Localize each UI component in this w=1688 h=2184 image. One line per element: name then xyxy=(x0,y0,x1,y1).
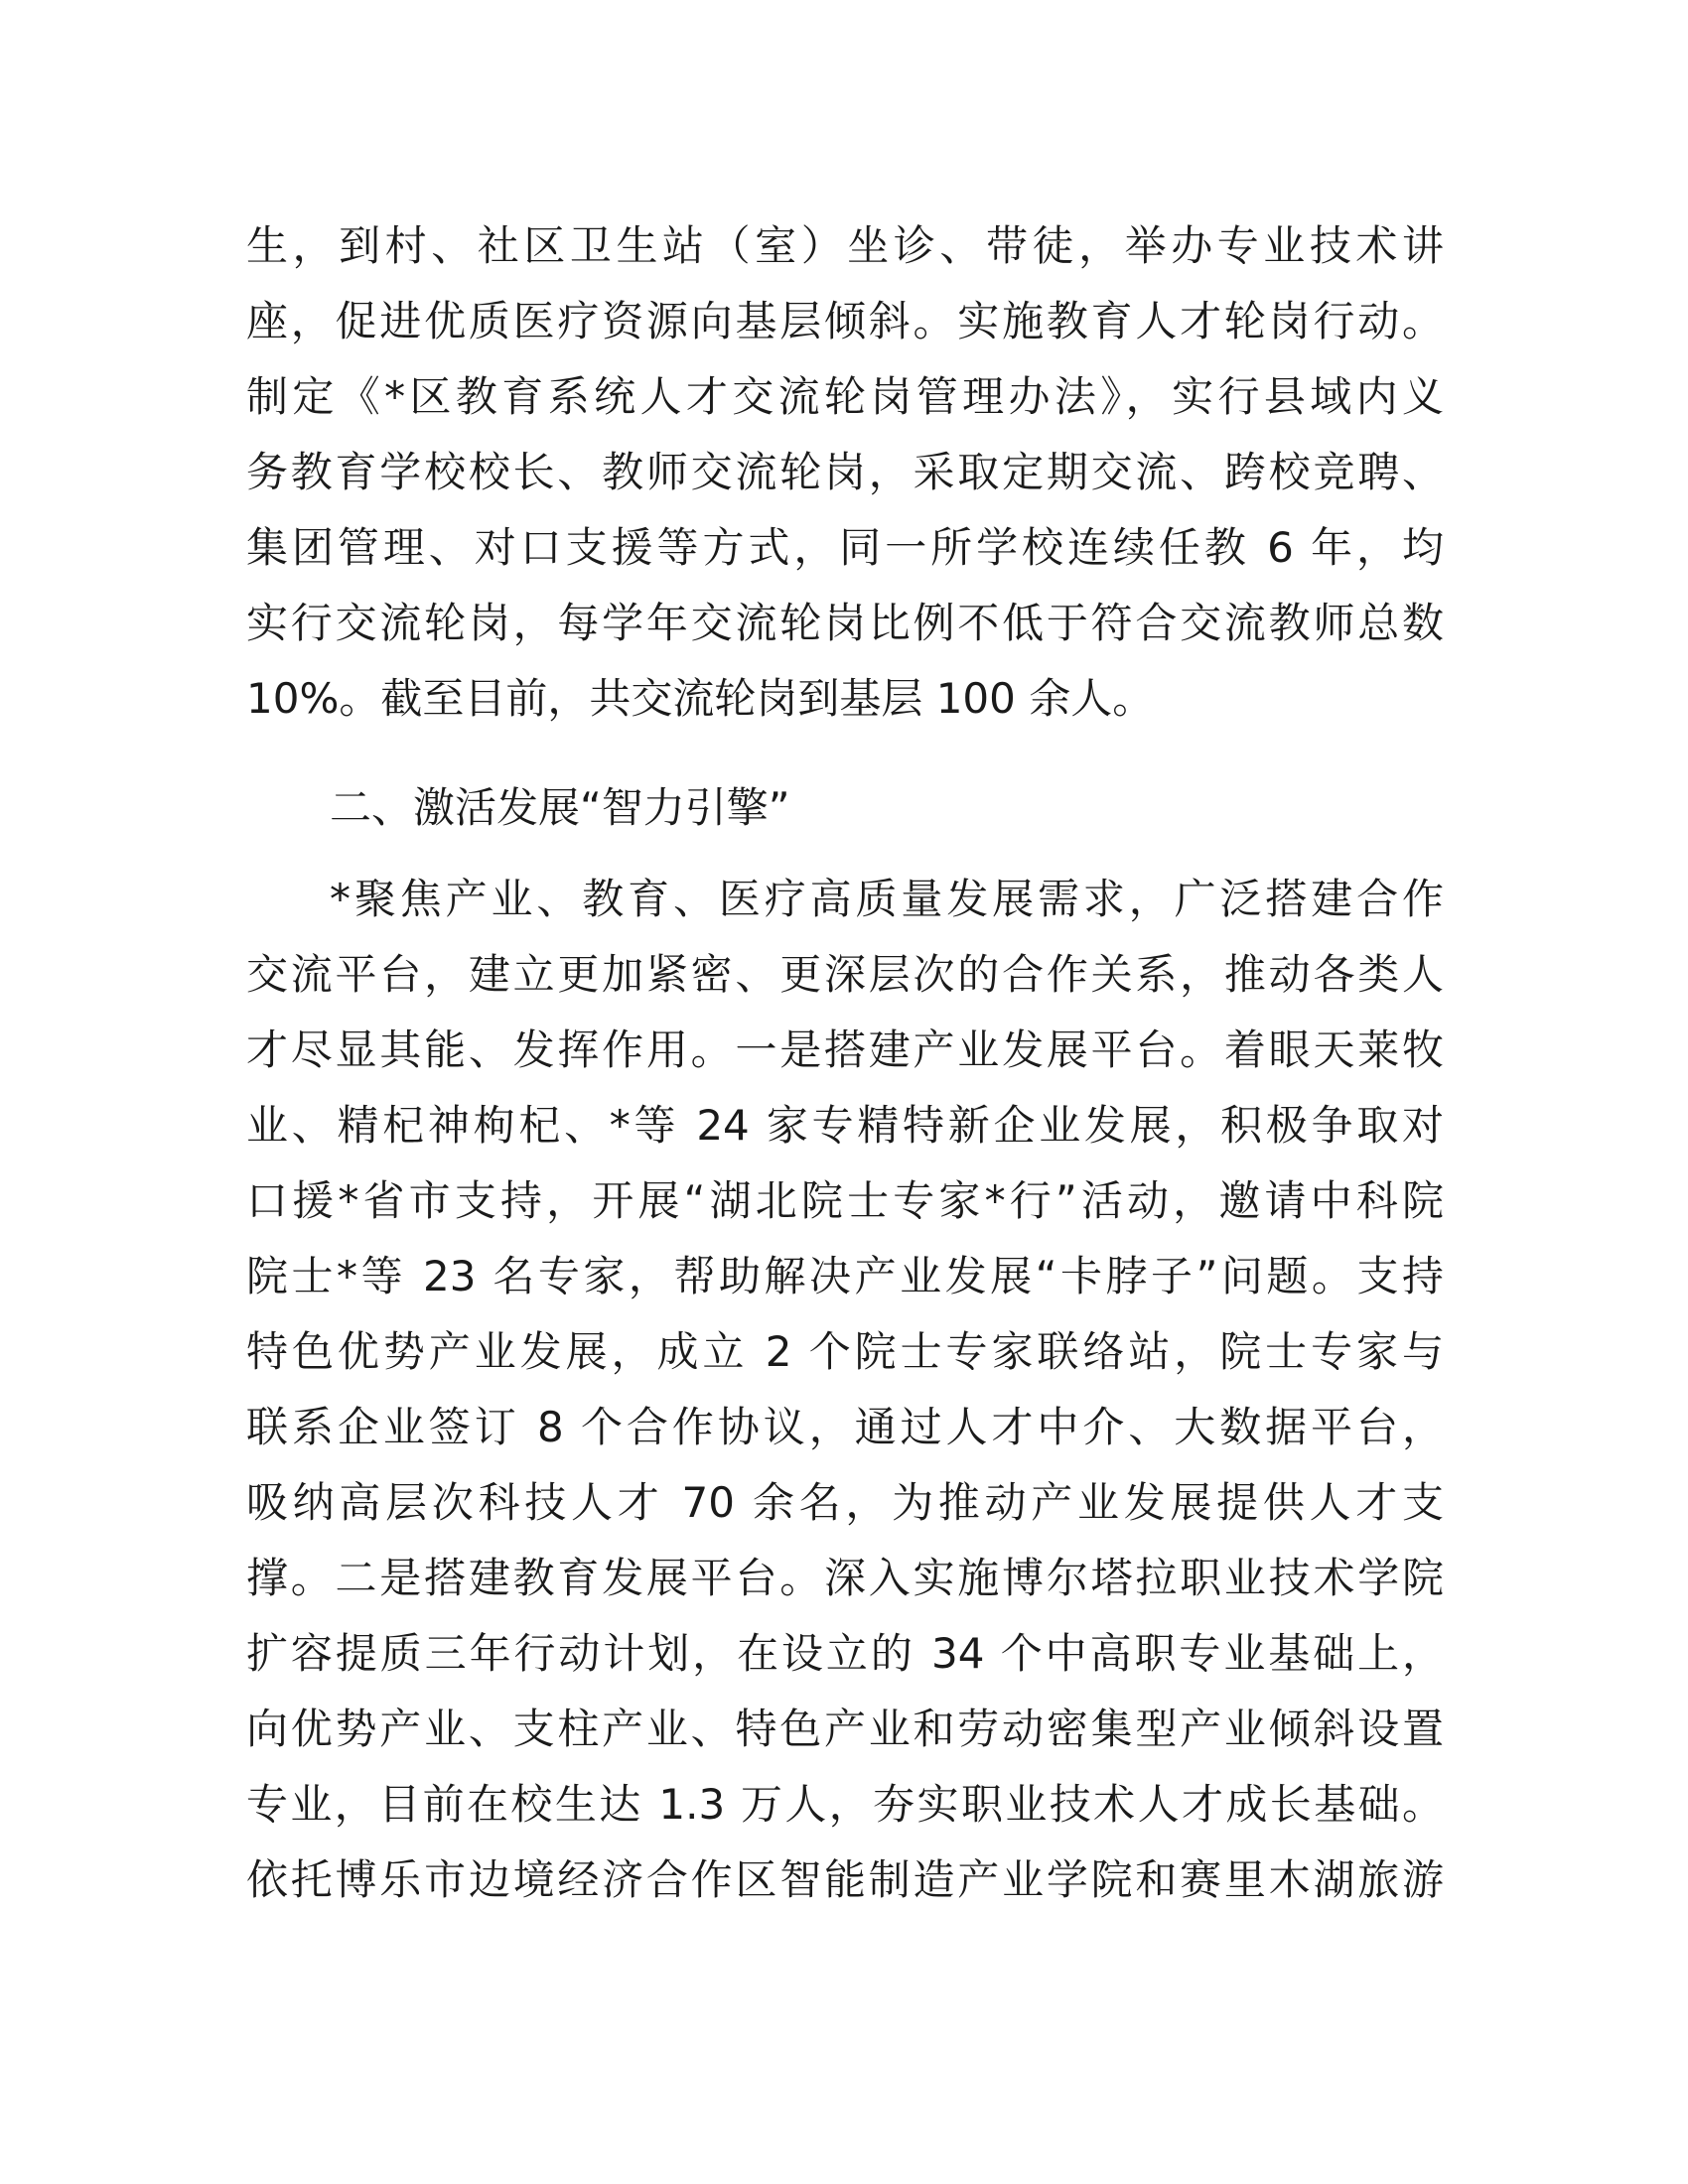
paragraph-line: 口援*省市支持，开展“湖北院士专家*行”活动，邀请中科院 xyxy=(246,1176,1444,1225)
paragraph-line: 才尽显其能、发挥作用。一是搭建产业发展平台。着眼天莱牧 xyxy=(246,1025,1444,1074)
paragraph-line: 务教育学校校长、教师交流轮岗，采取定期交流、跨校竞聘、 xyxy=(246,448,1444,496)
paragraph-line: 专业，目前在校生达 1.3 万人，夯实职业技术人才成长基础。 xyxy=(246,1780,1444,1829)
section-heading: 二、激活发展“智力引擎” xyxy=(330,783,790,832)
paragraph-line: 实行交流轮岗，每学年交流轮岗比例不低于符合交流教师总数 xyxy=(246,599,1444,647)
paragraph-line: 联系企业签订 8 个合作协议，通过人才中介、大数据平台， xyxy=(246,1403,1444,1451)
paragraph-line: 向优势产业、支柱产业、特色产业和劳动密集型产业倾斜设置 xyxy=(246,1705,1444,1753)
paragraph-line: 撑。二是搭建教育发展平台。深入实施博尔塔拉职业技术学院 xyxy=(246,1554,1444,1602)
paragraph-line: 交流平台，建立更加紧密、更深层次的合作关系，推动各类人 xyxy=(246,950,1444,999)
paragraph-line: 集团管理、对口支援等方式，同一所学校连续任教 6 年，均 xyxy=(246,523,1444,572)
paragraph-line: 座，促进优质医疗资源向基层倾斜。实施教育人才轮岗行动。 xyxy=(246,297,1444,345)
paragraph-line: 10%。截至目前，共交流轮岗到基层 100 余人。 xyxy=(246,674,1155,723)
paragraph-line: 吸纳高层次科技人才 70 余名，为推动产业发展提供人才支 xyxy=(246,1478,1444,1527)
paragraph-line: 院士*等 23 名专家，帮助解决产业发展“卡脖子”问题。支持 xyxy=(246,1252,1444,1300)
paragraph-line: 业、精杞神枸杞、*等 24 家专精特新企业发展，积极争取对 xyxy=(246,1101,1444,1150)
paragraph-line: 依托博乐市边境经济合作区智能制造产业学院和赛里木湖旅游 xyxy=(246,1855,1444,1904)
paragraph-line: *聚焦产业、教育、医疗高质量发展需求，广泛搭建合作 xyxy=(330,875,1444,923)
paragraph-line: 扩容提质三年行动计划，在设立的 34 个中高职专业基础上， xyxy=(246,1629,1444,1678)
paragraph-line: 特色优势产业发展，成立 2 个院士专家联络站，院士专家与 xyxy=(246,1327,1444,1376)
paragraph-line: 制定《*区教育系统人才交流轮岗管理办法》，实行县域内义 xyxy=(246,372,1444,421)
paragraph-line: 生，到村、社区卫生站（室）坐诊、带徒，举办专业技术讲 xyxy=(246,221,1444,270)
